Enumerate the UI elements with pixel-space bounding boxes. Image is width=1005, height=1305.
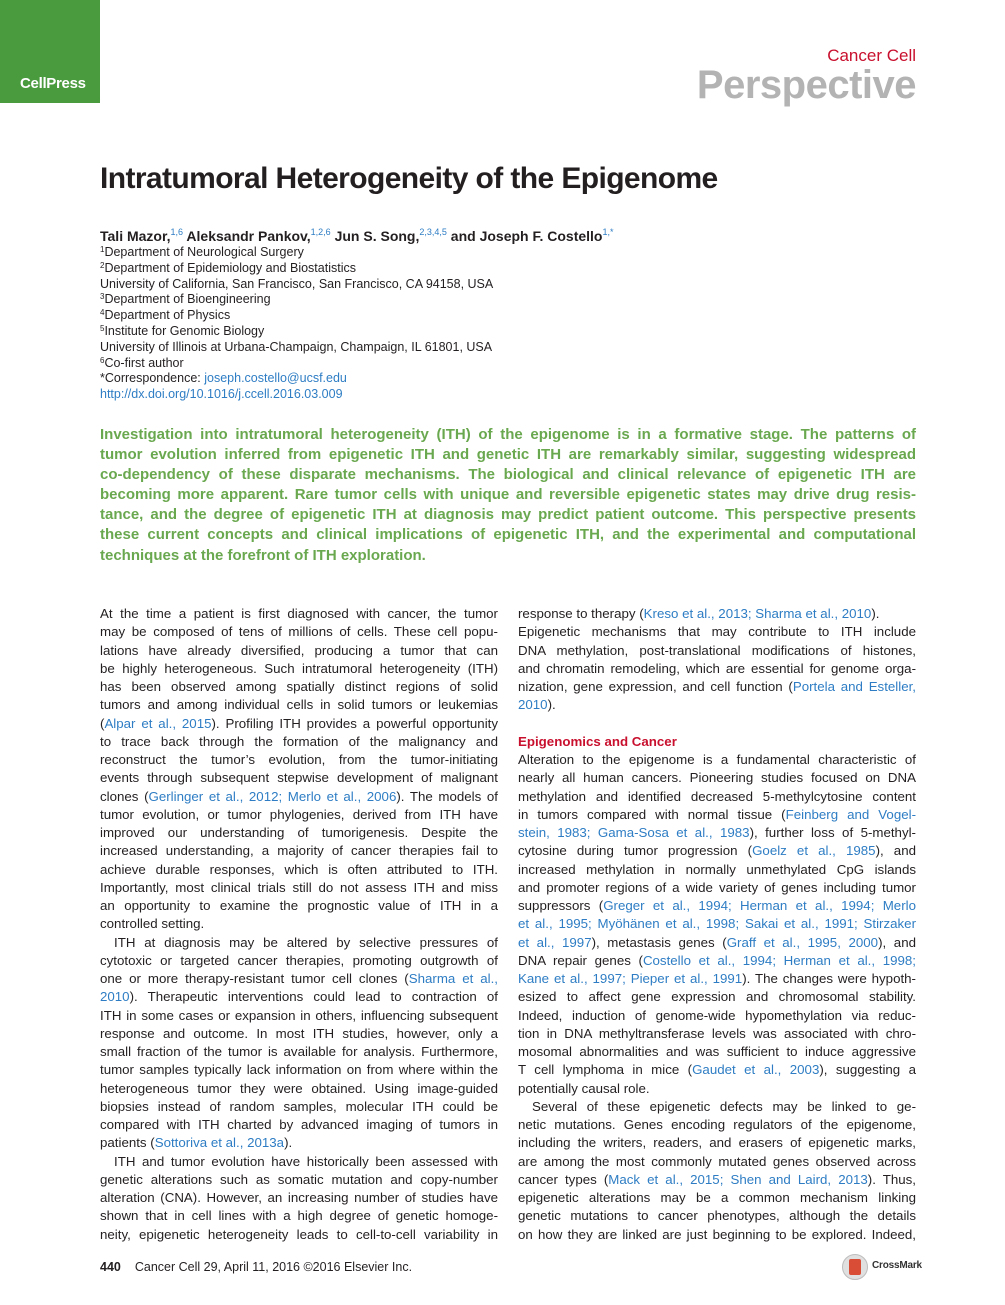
affiliation-line	[100, 356, 493, 372]
affiliation-text: Institute for Genomic Biology	[104, 323, 265, 338]
body-line: genetic mutations to cancer phenotypes, although the details	[518, 1208, 916, 1224]
section-label: Perspective	[696, 63, 916, 107]
body-line: ITH in some cases or expansion in others, influencing subsequent	[100, 1007, 498, 1023]
affiliation-line	[100, 245, 493, 261]
citation-link[interactable]: et al., 1995; Myöhänen et al., 1998; Sakai et al., 1991; Stirzaker	[518, 916, 916, 932]
author-name[interactable]: Aleksandr Pankov,	[183, 228, 311, 244]
body-line: Several of these epigenetic defects may be linked to ge-	[532, 1098, 916, 1114]
body-line: potentially causal role.	[518, 1080, 650, 1096]
author-affiliation-sup[interactable]: 1,*	[602, 227, 614, 237]
affiliation-line	[100, 340, 493, 356]
body-line	[518, 952, 916, 970]
paragraph-gap	[518, 715, 916, 733]
affiliation-text: Department of Bioengineering	[104, 292, 271, 307]
body-text: ), and	[875, 843, 916, 859]
body-column-right	[518, 605, 916, 1244]
body-text: ).	[547, 697, 556, 713]
cellpress-logo-text: CellPress	[20, 75, 86, 92]
author-affiliation-sup[interactable]: 2,3,4,5	[419, 227, 447, 237]
body-line: reconstruct the tumor’s evolution, from the tumor-initiating	[100, 752, 498, 767]
body-line: At the time a patient is first diagnosed with cancer, the tumor	[100, 606, 498, 621]
affiliation-line	[100, 324, 493, 340]
body-line: tumor samples typically lack information on from where within the	[100, 1062, 498, 1078]
correspondence-line	[100, 371, 493, 387]
citation-link[interactable]: Sottoriva et al., 2013a	[154, 1135, 285, 1151]
body-line: DNA methylation, post-translational modifications of histones,	[518, 642, 916, 658]
body-line: tumors and among individual cells in solid tumors or leukemias	[100, 697, 498, 713]
affiliation-text: University of California, San Francisco, San Francisco, CA 94158, USA	[100, 276, 494, 291]
body-line: on how they are linked are just beginning to be explored. Indeed,	[518, 1226, 916, 1242]
author-name[interactable]: and Joseph F. Costello	[446, 228, 603, 244]
body-line: an opportunity to examine the prognostic value of ITH in a	[100, 898, 498, 913]
body-line	[518, 1171, 916, 1189]
body-line: ITH and tumor evolution have historically been assessed with	[114, 1153, 498, 1169]
citation-link[interactable]: Sharma et al.,	[408, 971, 499, 986]
body-line	[518, 842, 916, 860]
body-line: compared with ITH charted by advanced imaging of tumors in	[100, 1117, 498, 1132]
body-text: ), metastasis genes (	[591, 934, 727, 950]
body-line: mosomal abnormalities and was sufficient to induce aggressive	[518, 1044, 916, 1059]
affiliation-text: University of Illinois at Urbana-Champaign, Champaign, IL 61801, USA	[100, 339, 493, 354]
doi-link[interactable]: http://dx.doi.org/10.1016/j.ccell.2016.03.009	[100, 387, 343, 402]
body-line: including the writers, readers, and erasers of epigenetic marks,	[518, 1135, 916, 1151]
body-text: clones (	[100, 788, 149, 804]
body-line	[518, 1061, 916, 1079]
body-line: be highly heterogeneous. Such intratumoral heterogeneity (ITH)	[100, 660, 498, 676]
citation-link[interactable]: Costello et al., 1994; Herman et al., 1998;	[642, 952, 916, 968]
author-name[interactable]: Tali Mazor,	[100, 228, 171, 244]
body-line	[518, 678, 916, 696]
body-text: cytosine during tumor progression (	[518, 843, 753, 859]
cellpress-logo	[0, 0, 100, 103]
body-text: ). The changes were hypoth-	[742, 971, 916, 986]
body-line	[100, 988, 498, 1006]
body-line: esized to affect gene expression and chromosomal stability.	[518, 989, 916, 1005]
citation-link[interactable]: 2010	[518, 697, 548, 713]
citation-link[interactable]: Kane et al., 1997; Pieper et al., 1991	[518, 971, 743, 986]
affiliation-line	[100, 277, 493, 293]
body-line	[100, 970, 498, 988]
body-line: Indeed, induction of genome-wide hypomethylation via reduc-	[518, 1007, 916, 1023]
citation-link[interactable]: Gerlinger et al., 2012; Merlo et al., 2006	[148, 788, 397, 804]
crossmark-icon	[842, 1254, 868, 1280]
author-affiliation-sup[interactable]: 1,2,6	[310, 227, 331, 237]
body-text: ). Therapeutic interventions could lead to contraction of	[129, 989, 498, 1005]
body-line: lations have already diversified, producing a tumor that can	[100, 642, 498, 658]
journal-name: Cancer Cell	[827, 46, 916, 65]
body-line	[518, 824, 916, 842]
body-line	[518, 970, 916, 988]
body-line: neity, epigenetic heterogeneity leads to cell-to-cell variability in	[100, 1226, 498, 1242]
abstract-line: becoming more apparent. Rare tumor cells with unique and reversible epigenetic states may drive drug resis-	[100, 486, 916, 504]
abstract-line: tance, and the degree of epigenetic ITH at diagnosis may predict patient outcome. This perspective presents	[100, 506, 916, 524]
body-text: ).	[284, 1135, 293, 1151]
body-text: cancer types (	[518, 1171, 609, 1187]
body-line: and chromatin remodeling, which are essential for genome orga-	[518, 660, 916, 676]
page-number: 440	[100, 1260, 121, 1274]
body-text: nization, gene expression, and cell function (	[518, 679, 793, 694]
body-line: cytotoxic or targeted cancer therapies, promoting outgrowth of	[100, 952, 498, 968]
body-text: response to therapy (	[518, 606, 644, 621]
body-line: increased understanding, a majority of cancer therapies fail to	[100, 843, 498, 859]
body-line	[100, 1134, 498, 1152]
body-text: ). Profiling ITH provides a powerful opportunity	[211, 715, 498, 731]
doi-line	[100, 387, 493, 403]
body-line	[518, 696, 916, 714]
body-text: ). Thus,	[867, 1171, 916, 1187]
body-line: are among the most commonly mutated genes observed across	[518, 1153, 916, 1169]
body-text: (	[100, 715, 105, 731]
body-column-left	[100, 605, 498, 1244]
abstract-line: tumor evolution inferred from epigenetic ITH and genetic ITH are remarkably similar, suggesting widespread	[100, 446, 916, 464]
affiliation-sup: 1	[100, 245, 105, 254]
affiliation-sup: 3	[100, 292, 105, 302]
body-text: patients (	[100, 1135, 155, 1151]
citation-link[interactable]: 2010	[100, 989, 130, 1005]
body-text: ), further loss of 5-methyl-	[749, 825, 916, 840]
correspondence-label: *Correspondence:	[100, 371, 205, 386]
affiliation-sup: 2	[100, 260, 105, 270]
citation-link[interactable]: Mack et al., 2015; Shen and Laird, 2013	[608, 1171, 868, 1187]
body-line	[518, 934, 916, 952]
affiliation-text: Department of Physics	[104, 308, 231, 323]
abstract	[100, 425, 916, 566]
affiliation-sup: 5	[100, 323, 105, 333]
body-text: ).	[871, 606, 880, 621]
citation-link[interactable]: Kreso et al., 2013; Sharma et al., 2010	[643, 606, 872, 621]
body-line: methylation and identified decreased 5-methylcytosine content	[518, 788, 916, 804]
body-line: achieve durable responses, which is often attributed to ITH.	[100, 861, 498, 877]
body-line: Epigenetic mechanisms that may contribute to ITH include	[518, 624, 916, 640]
crossmark-badge[interactable]	[842, 1254, 922, 1280]
body-line: netic mutations. Genes encoding regulators of the epigenome,	[518, 1117, 916, 1132]
body-line: may be composed of tens of millions of cells. These cell popu-	[100, 624, 498, 640]
body-text: ). The models of	[396, 788, 498, 804]
body-line: increased methylation in normally unmethylated CpG islands	[518, 861, 916, 877]
crossmark-label: CrossMark	[872, 1260, 922, 1271]
abstract-line: co-dependency of these disparate mechanisms. The biological and clinical relevance of epigenetic ITH are	[100, 466, 916, 484]
page-footer	[100, 1260, 412, 1274]
affiliation-line	[100, 308, 493, 324]
body-line: tumor evolution, or tumor phylogenies, derived from ITH have	[100, 806, 498, 822]
body-text: suppressors (	[518, 898, 604, 913]
body-line: nearly all human cancers. Pioneering studies focused on DNA	[518, 770, 916, 786]
abstract-line: techniques at the forefront of ITH exploration.	[100, 546, 426, 564]
body-line: tion in DNA methyltransferase levels was associated with chro-	[518, 1025, 916, 1041]
body-text: one or more therapy-resistant tumor cell clones (	[100, 971, 409, 986]
body-line	[100, 715, 498, 733]
body-line	[518, 605, 916, 623]
affiliation-line	[100, 292, 493, 308]
body-line: Alteration to the epigenome is a fundamental characteristic of	[518, 752, 916, 767]
affiliations	[100, 245, 493, 403]
body-line: alteration (CNA). However, an increasing number of studies have	[100, 1190, 498, 1205]
body-line: heterogeneous tumor they were obtained. Using image-guided	[100, 1080, 498, 1096]
journal-citation: Cancer Cell 29, April 11, 2016 ©2016 Elsevier Inc.	[134, 1260, 413, 1274]
body-line: controlled setting.	[100, 916, 205, 932]
citation-link[interactable]: Greger et al., 1994; Herman et al., 1994; Merlo	[603, 898, 916, 913]
abstract-line: Investigation into intratumoral heterogeneity (ITH) of the epigenome is in a formative stage. The patterns of	[100, 426, 916, 443]
body-text: ), suggesting a	[819, 1062, 916, 1078]
affiliation-sup: 4	[100, 308, 105, 318]
body-line	[518, 806, 916, 824]
correspondence-email-link[interactable]: joseph.costello@ucsf.edu	[204, 371, 347, 386]
citation-link[interactable]: et al., 1997	[518, 934, 592, 950]
affiliation-text: Department of Neurological Surgery	[104, 245, 304, 259]
affiliation-text: Co-first author	[104, 355, 184, 370]
body-line: has been observed among spatially distinct regions of solid	[100, 679, 498, 694]
author-name[interactable]: Jun S. Song,	[330, 228, 420, 244]
body-line: response and outcome. In most ITH studies, however, only a	[100, 1025, 498, 1041]
body-line	[518, 915, 916, 933]
section-heading: Epigenomics and Cancer	[518, 733, 677, 749]
abstract-line: these current concepts and clinical implications of epigenetic ITH, and the experimental and computational	[100, 526, 916, 544]
body-line: to trace back through the formation of the malignancy and	[100, 733, 498, 749]
body-line: biopsies instead of random samples, molecular ITH could be	[100, 1098, 498, 1114]
body-line: small fraction of the tumor is available for analysis. Furthermore,	[100, 1044, 498, 1059]
body-line: and promoter regions of a wide variety of genes including tumor	[518, 879, 916, 895]
affiliation-text: Department of Epidemiology and Biostatistics	[104, 260, 356, 275]
citation-link[interactable]: Graff et al., 1995, 2000	[726, 934, 879, 950]
body-line: ITH at diagnosis may be altered by selective pressures of	[114, 934, 498, 950]
body-text: DNA repair genes (	[518, 952, 643, 968]
body-line: events through subsequent stepwise development of malignant	[100, 770, 498, 786]
body-line: genetic alterations such as somatic mutation and copy-number	[100, 1171, 498, 1187]
citation-link[interactable]: Alpar et al., 2015	[104, 715, 212, 731]
affiliation-sup: 6	[100, 355, 105, 365]
body-line: improved our understanding of tumorigenesis. Despite the	[100, 825, 498, 840]
citation-link[interactable]: Gaudet et al., 2003	[692, 1062, 820, 1078]
citation-link[interactable]: Feinberg and Vogel-	[785, 806, 916, 822]
body-text: T cell lymphoma in mice (	[518, 1062, 693, 1078]
body-line	[518, 897, 916, 915]
author-affiliation-sup[interactable]: 1,6	[170, 227, 184, 237]
affiliation-line	[100, 261, 493, 277]
body-line: Importantly, most clinical trials still do not assess ITH and miss	[100, 879, 498, 895]
body-line: shown that in cell lines with a high degree of genetic homoge-	[100, 1208, 498, 1224]
body-text: in tumors compared with normal tissue (	[518, 806, 786, 822]
citation-link[interactable]: Portela and Esteller,	[792, 679, 916, 694]
citation-link[interactable]: stein, 1983; Gama-Sosa et al., 1983	[518, 825, 750, 840]
article-title: Intratumoral Heterogeneity of the Epigenome	[100, 162, 718, 195]
body-line	[100, 788, 498, 806]
body-line: epigenetic alterations may be a common mechanism linking	[518, 1190, 916, 1205]
author-list	[100, 228, 614, 244]
crossmark-bookmark-icon	[849, 1259, 861, 1275]
body-text: ), and	[878, 934, 916, 950]
citation-link[interactable]: Goelz et al., 1985	[752, 843, 876, 859]
